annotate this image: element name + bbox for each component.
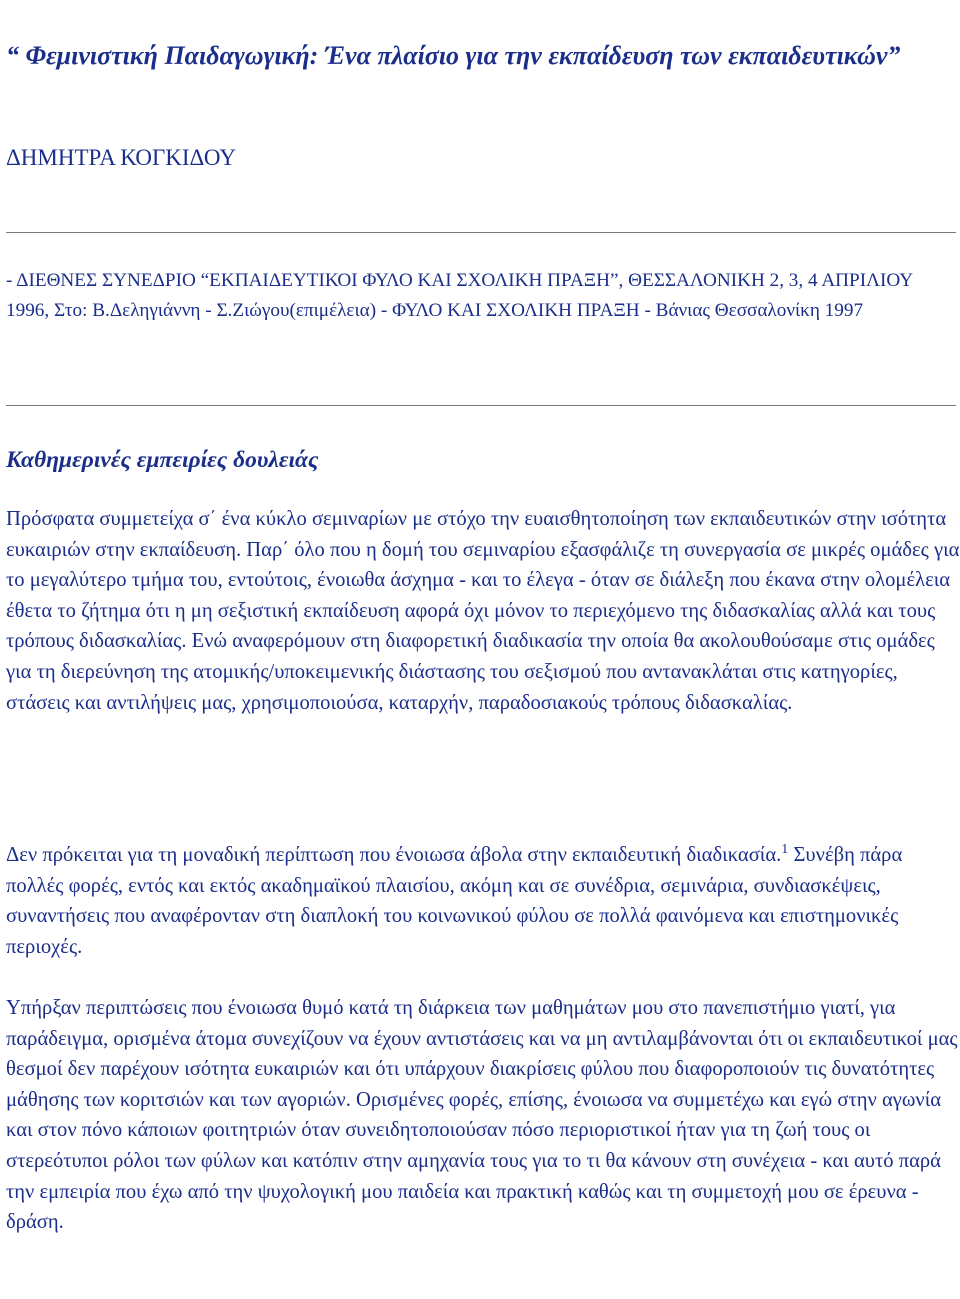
footnote-marker[interactable]: 1 <box>781 842 789 857</box>
source-citation: - ΔΙΕΘΝΕΣ ΣΥΝΕΔΡΙΟ “ΕΚΠΑΙΔΕΥΤΙΚΟΙ ΦΥΛΟ ΚΑΙ ΣΧΟΛΙΚΗ ΠΡΑΞΗ”, ΘΕΣΣΑΛΟΝΙΚΗ 2, 3, 4 ΑΠΡΙΛΙΟΥ 1996, Στο: Β.Δεληγιάννη - Σ.Ζιώγου(επιμέλεια) - ΦΥΛΟ ΚΑΙ ΣΧΟΛΙΚΗ ΠΡΑΞΗ - Βάνιας Θεσσαλονίκη 1997 <box>6 270 913 321</box>
divider-bottom <box>6 405 956 406</box>
divider-top <box>6 232 956 233</box>
document-title: “ Φεμινιστική Παιδαγωγική: Ένα πλαίσιο για την εκπαίδευση των εκπαιδευτικών” <box>6 41 901 70</box>
paragraph-1: Πρόσφατα συμμετείχα σ΄ ένα κύκλο σεμιναρίων με στόχο την ευαισθητοποίηση των εκπαιδευτικών στην ισότητα ευκαιριών στην εκπαίδευση. Παρ΄ όλο που η δομή του σεμιναρίου εξασφάλιζε τη συνεργασία σε μικρές ομάδες για το μεγαλύτερο τμήμα του, εντούτοις, ένοιωθα άσχημα - και το έλεγα - όταν σε διάλεξη που έκανα στην ολομέλεια έθετα το ζήτημα ότι η μη σεξιστική εκπαίδευση αφορά όχι μόνον το περιεχόμενο της διδασκαλίας αλλά και τους τρόπους διδασκαλίας. Ενώ αναφερόμουν στη διαφορετική διαδικασία την οποία θα ακολουθούσαμε στις ομάδες για τη διερεύνηση της ατομικής/υποκειμενικής διάστασης του σεξισμού που αντανακλάται στις κατηγορίες, στάσεις και αντιλήψεις μας, χρησιμοποιούσα, καταρχήν, παραδοσιακούς τρόπους διδασκαλίας. <box>6 508 960 714</box>
section-heading: Καθημερινές εμπειρίες δουλειάς <box>6 447 319 473</box>
paragraph-2-start: Δεν πρόκειται για τη μοναδική περίπτωση που ένοιωσα άβολα στην εκπαιδευτική διαδικασία. <box>6 844 782 866</box>
author-name: ΔΗΜΗΤΡΑ ΚΟΓΚΙΔΟΥ <box>6 145 236 170</box>
paragraph-2 <box>6 840 960 962</box>
paragraph-2-rest: Συνέβη πάρα πολλές φορές, εντός και εκτός ακαδημαϊκού πλαισίου, ακόμη και σε συνέδρια, σεμινάρια, συνδιασκέψεις, συναντήσεις που αναφέρονταν στη διαπλοκή του κοινωνικού φύλου σε πολλά φαινόμενα και επιστημονικές περιοχές. <box>6 844 903 958</box>
paragraph-3: Υπήρξαν περιπτώσεις που ένοιωσα θυμό κατά τη διάρκεια των μαθημάτων μου στο πανεπιστήμιο γιατί, για παράδειγμα, ορισμένα άτομα συνεχίζουν να έχουν αντιστάσεις και να μη αντιλαμβάνονται ότι οι εκπαιδευτικοί μας θεσμοί δεν παρέχουν ισότητα ευκαιριών και ότι υπάρχουν διακρίσεις φύλου που διαφοροποιούν τις δυνατότητες μάθησης των κοριτσιών και των αγοριών. Ορισμένες φορές, επίσης, ένοιωσα να συμμετέχω και εγώ στην αγωνία και στον πόνο κάποιων φοιτητριών όταν συνειδητοποιούσαν πόσο περιοριστικοί ήταν για τη ζωή τους οι στερεότυποι ρόλοι των φύλων και κατόπιν στην αμηχανία τους για το τι θα κάνουν στη συνέχεια - και αυτό παρά την εμπειρία που έχω από την ψυχολογική μου παιδεία και πρακτική καθώς και τη συμμετοχή μου σε έρευνα - δράση. <box>6 997 958 1234</box>
